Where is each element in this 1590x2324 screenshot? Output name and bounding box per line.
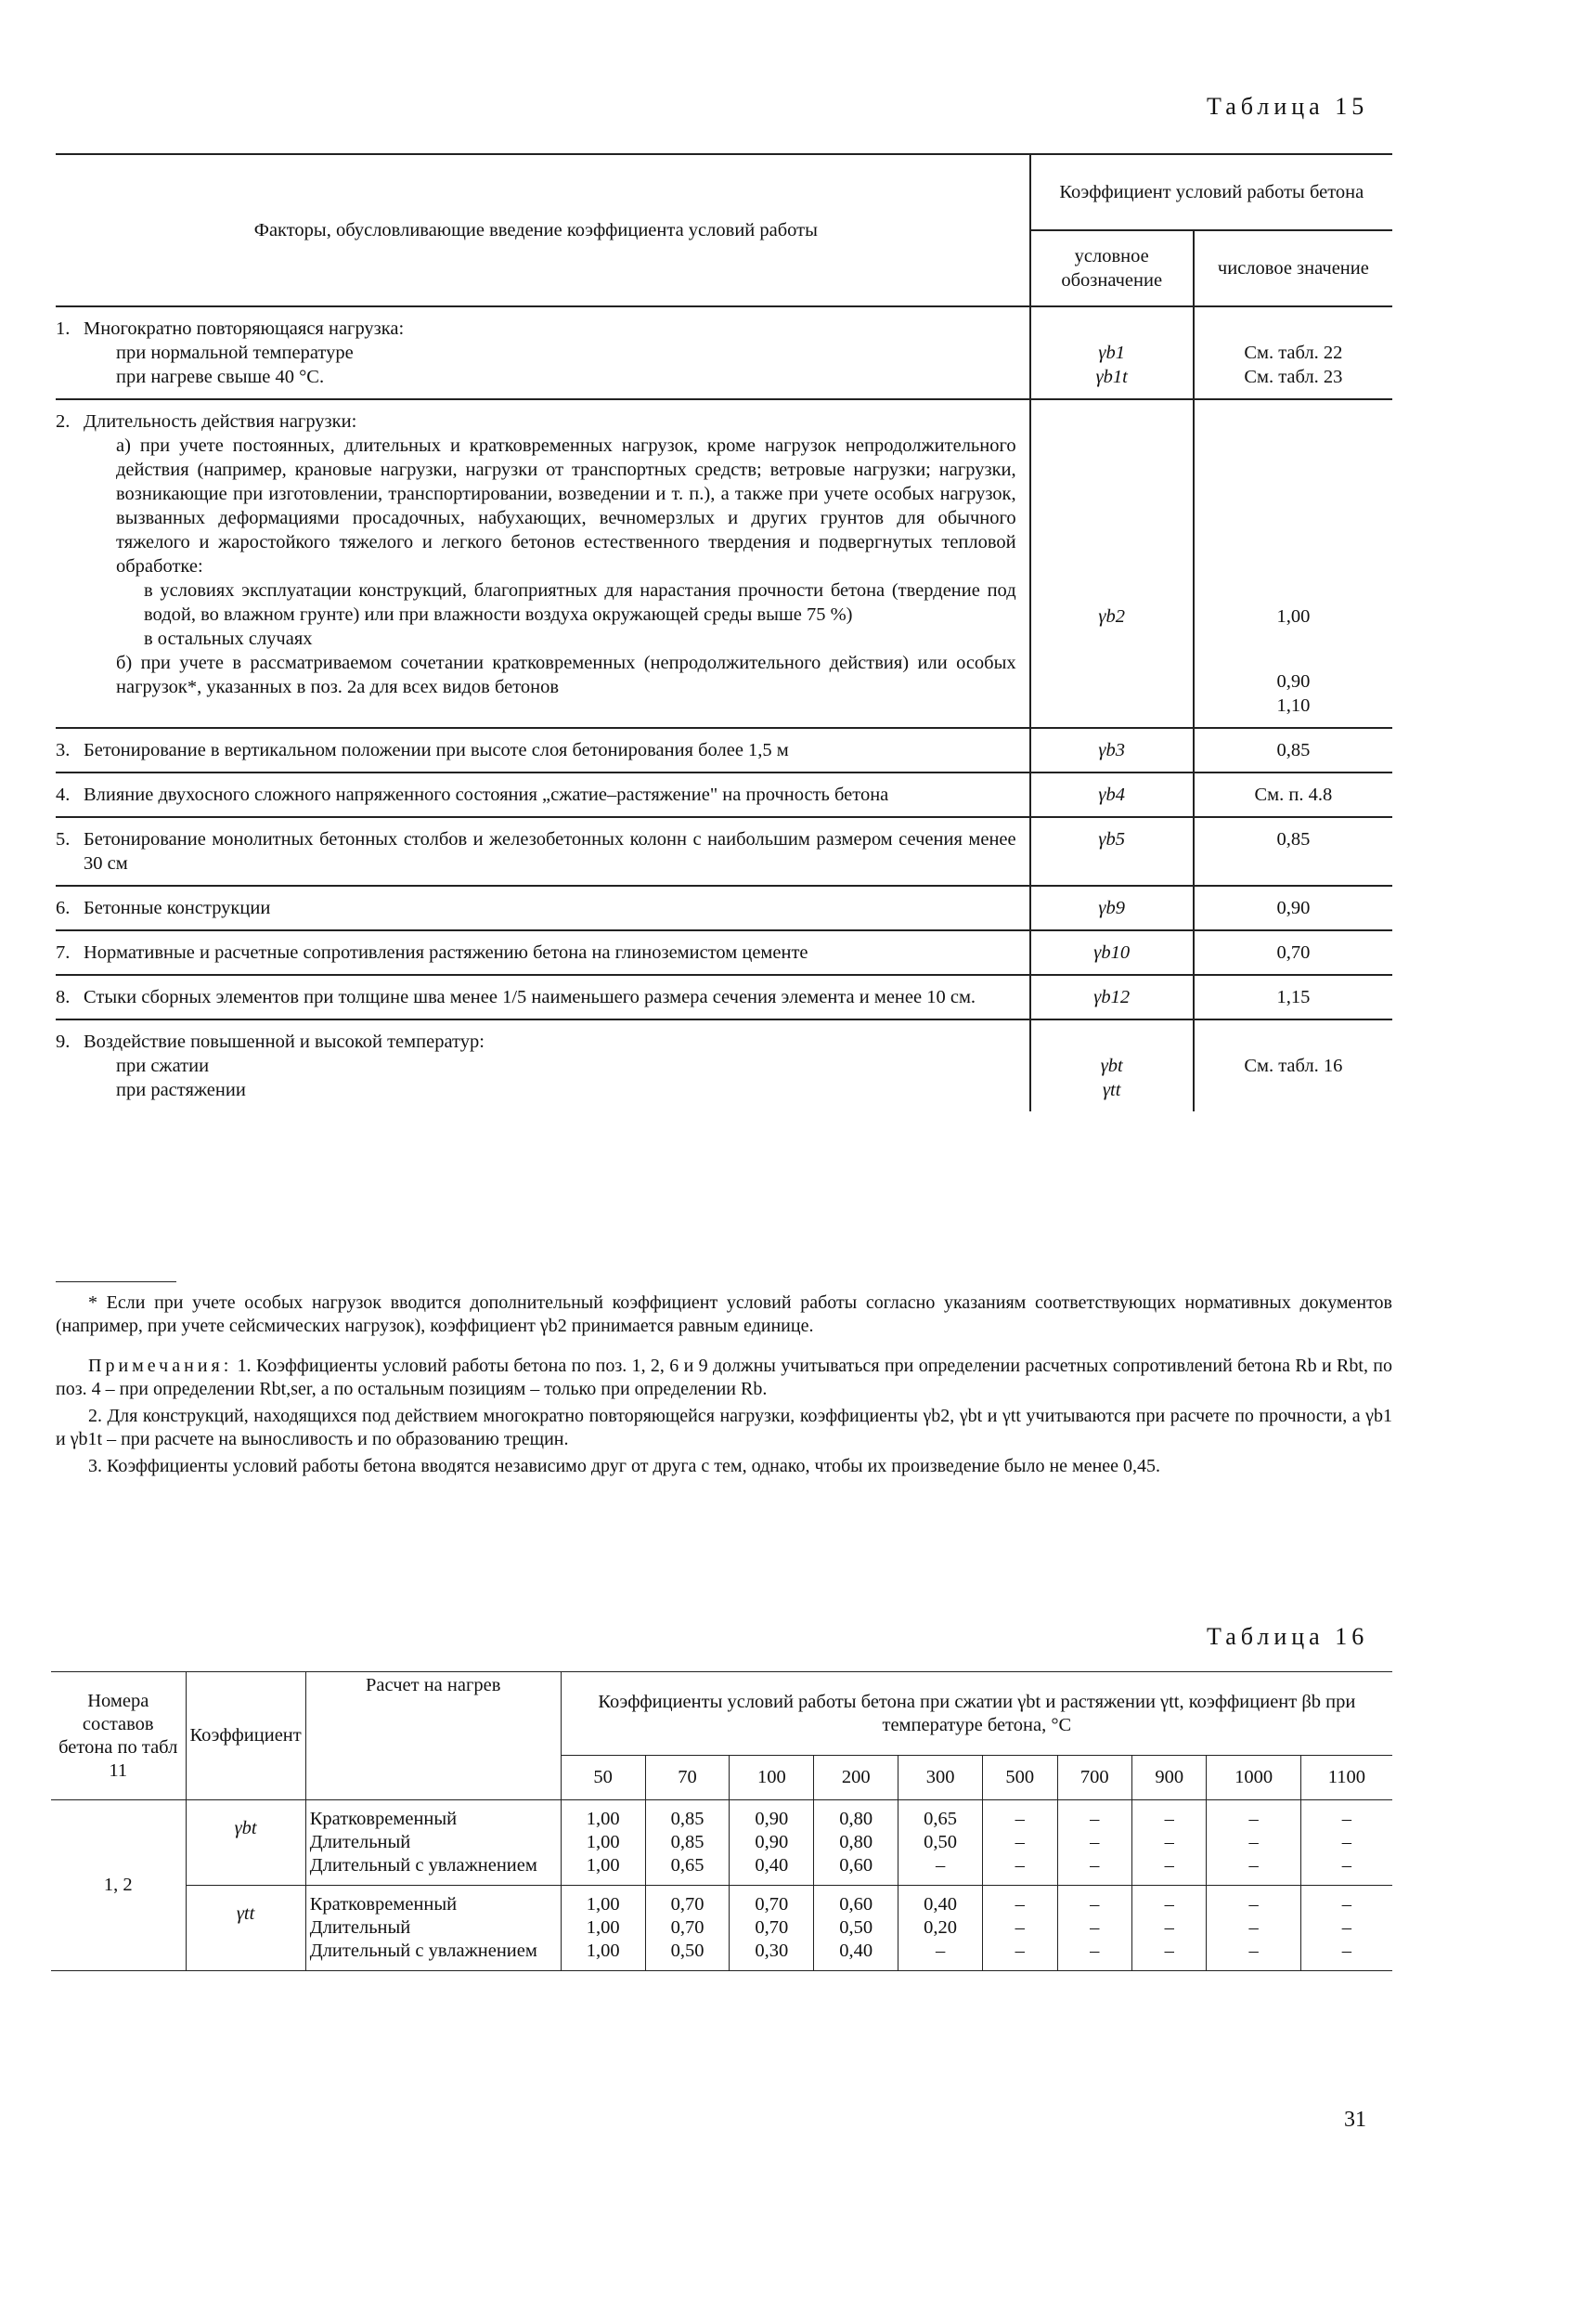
cell: – <box>1341 1809 1351 1829</box>
value: 0,85 <box>1194 728 1392 773</box>
cell: 0,90 <box>755 1809 789 1829</box>
row-number: 1. <box>56 318 71 339</box>
row-number: 7. <box>56 942 71 963</box>
row-number: 3. <box>56 740 71 760</box>
cell: – <box>1248 1832 1259 1852</box>
temp-header: 300 <box>898 1756 983 1800</box>
value: См. п. 4.8 <box>1194 773 1392 817</box>
value: 1,15 <box>1194 975 1392 1019</box>
row-text: а) при учете постоянных, длительных и кратковременных нагрузок, кроме нагрузок непродолжительного действия (например, крановые нагрузки, нагрузки от транспортных средств; ветровые нагрузки; нагрузки, возникающие при изготовлении, транспортировании, возведении и т. п.), а также при учете особых нагрузок, вызванных деформациями просадочных, набухающих, вечномерзлых и других грунтов для обычного тяжелого и жаростойкого тяжелого и легкого бетонов естественного твердения и подвергнутых тепловой обработке: <box>116 435 1016 577</box>
cell: 0,50 <box>924 1832 958 1852</box>
table-row <box>56 1019 1392 1111</box>
cell: 0,40 <box>755 1855 789 1876</box>
cell: – <box>1164 1917 1174 1938</box>
page-number: 31 <box>1344 2108 1366 2132</box>
table16-caption: Таблица 16 <box>1207 1623 1369 1650</box>
temp-header: 1000 <box>1207 1756 1300 1800</box>
cell: 0,85 <box>670 1809 705 1829</box>
table-row <box>56 975 1392 1019</box>
cell: – <box>1341 1894 1351 1915</box>
table-row <box>51 1886 1392 1971</box>
cell: – <box>1090 1894 1100 1915</box>
notes-title: Примечания: <box>88 1356 233 1376</box>
row-text: Влияние двухосного сложного напряженного состояния „сжатие–растяжение" на прочность бетона <box>84 785 889 805</box>
cell: – <box>1090 1941 1100 1961</box>
table-row <box>56 306 1392 399</box>
cell: 0,70 <box>755 1894 789 1915</box>
cell: – <box>1248 1855 1259 1876</box>
temp-header: 70 <box>645 1756 730 1800</box>
composition-value: 1, 2 <box>51 1800 186 1971</box>
cell: – <box>1015 1941 1025 1961</box>
value: 0,85 <box>1194 817 1392 886</box>
cell: – <box>1090 1917 1100 1938</box>
calc-label: Кратковременный <box>309 1809 458 1829</box>
symbol: γb12 <box>1030 975 1194 1019</box>
cell: – <box>1341 1941 1351 1961</box>
table15-caption: Таблица 15 <box>1207 93 1369 120</box>
cell: – <box>1015 1855 1025 1876</box>
cell: – <box>1090 1809 1100 1829</box>
value: 0,90 <box>1194 886 1392 930</box>
cell: 0,40 <box>924 1894 958 1915</box>
table-15 <box>56 153 1392 1111</box>
header-calc: Расчет на нагрев <box>305 1672 561 1800</box>
row-number: 9. <box>56 1032 71 1052</box>
temp-header: 200 <box>814 1756 898 1800</box>
row-text: б) при учете в рассматриваемом сочетании кратковременных (непродолжительного действия) или особых нагрузок*, указанных в поз. 2а для всех видов бетонов <box>116 653 1016 697</box>
cell: – <box>935 1941 946 1961</box>
row-text: в остальных случаях <box>144 629 313 649</box>
cell: – <box>1015 1894 1025 1915</box>
cell: 1,00 <box>586 1832 620 1852</box>
notes-section <box>56 1281 1392 1482</box>
row-text: Многократно повторяющаяся нагрузка: <box>84 318 405 339</box>
calc-label: Кратковременный <box>309 1894 458 1915</box>
cell: – <box>1015 1917 1025 1938</box>
cell: – <box>1341 1855 1351 1876</box>
cell: – <box>1015 1809 1025 1829</box>
header-coefficient: Коэффициент условий работы бетона <box>1030 154 1392 230</box>
row-text: Стыки сборных элементов при толщине шва менее 1/5 наименьшего размера сечения элемента и менее 10 см. <box>84 987 976 1007</box>
cell: 0,70 <box>755 1917 789 1938</box>
temp-header: 100 <box>730 1756 814 1800</box>
header-composition: Номера составов бетона по табл 11 <box>51 1672 186 1800</box>
coefficient-symbol: γtt <box>186 1886 305 1971</box>
value: 0,70 <box>1194 930 1392 975</box>
cell: 1,00 <box>586 1917 620 1938</box>
row-number: 5. <box>56 829 71 850</box>
cell: 0,65 <box>670 1855 705 1876</box>
cell: 1,00 <box>586 1809 620 1829</box>
symbol: γb5 <box>1030 817 1194 886</box>
note-3: 3. Коэффициенты условий работы бетона вводятся независимо друг от друга с тем, однако, чтобы их произведение было не менее 0,45. <box>88 1456 1161 1476</box>
cell: 0,60 <box>839 1855 873 1876</box>
calc-label: Длительный с увлажнением <box>309 1941 537 1961</box>
table-row <box>56 930 1392 975</box>
coefficient-symbol: γbt <box>186 1800 305 1886</box>
note-2: 2. Для конструкций, находящихся под действием многократно повторяющейся нагрузки, коэффициенты γb2, γbt и γtt учитываются при расчете по прочности, а γb1 и γb1t – при расчете на выносливость и по образованию трещин. <box>56 1406 1392 1449</box>
value: См. табл. 22 <box>1244 343 1343 363</box>
row-text: Бетонирование в вертикальном положении при высоте слоя бетонирования более 1,5 м <box>84 740 789 760</box>
value: 1,00 <box>1276 606 1311 627</box>
value: См. табл. 23 <box>1244 367 1343 387</box>
value: См. табл. 16 <box>1194 1019 1392 1111</box>
note-1: 1. Коэффициенты условий работы бетона по поз. 1, 2, 6 и 9 должны учитываться при определении расчетных сопротивлений бетона Rb и Rbt, по поз. 4 – при определении Rbt,ser, а по остальным позициям – только при определении Rb. <box>56 1356 1392 1399</box>
symbol: γb1t <box>1095 367 1128 387</box>
temp-header: 500 <box>983 1756 1057 1800</box>
header-coefficient: Коэффициент <box>186 1672 305 1800</box>
cell: 1,00 <box>586 1941 620 1961</box>
value: 0,90 <box>1276 671 1311 692</box>
symbol: γb3 <box>1030 728 1194 773</box>
table-row <box>56 773 1392 817</box>
table-16 <box>51 1671 1392 1971</box>
table-row <box>56 817 1392 886</box>
table-row <box>56 399 1392 728</box>
cell: 0,30 <box>755 1941 789 1961</box>
header-value: числовое значение <box>1194 230 1392 306</box>
cell: 0,80 <box>839 1832 873 1852</box>
cell: 0,20 <box>924 1917 958 1938</box>
symbol: γbt <box>1100 1056 1123 1076</box>
cell: – <box>1164 1855 1174 1876</box>
calc-label: Длительный <box>309 1917 411 1938</box>
row-number: 8. <box>56 987 71 1007</box>
row-text: Воздействие повышенной и высокой температур: <box>84 1032 485 1052</box>
symbol: γb10 <box>1030 930 1194 975</box>
cell: 0,90 <box>755 1832 789 1852</box>
table-row <box>56 886 1392 930</box>
row-text: при сжатии <box>116 1056 210 1076</box>
symbol: γb2 <box>1098 606 1125 627</box>
calc-label: Длительный с увлажнением <box>309 1855 537 1876</box>
value: 1,10 <box>1276 695 1311 716</box>
header-factors: Факторы, обусловливающие введение коэффициента условий работы <box>56 154 1030 306</box>
row-number: 6. <box>56 898 71 918</box>
footnote-separator <box>56 1281 176 1282</box>
row-text: Бетонные конструкции <box>84 898 271 918</box>
temp-header: 50 <box>561 1756 645 1800</box>
table-row <box>56 728 1392 773</box>
cell: 0,50 <box>670 1941 705 1961</box>
cell: 1,00 <box>586 1855 620 1876</box>
cell: – <box>1248 1809 1259 1829</box>
cell: – <box>1164 1832 1174 1852</box>
header-symbol: условное обозначение <box>1030 230 1194 306</box>
cell: – <box>1248 1894 1259 1915</box>
temp-header: 1100 <box>1300 1756 1392 1800</box>
row-text: Длительность действия нагрузки: <box>84 411 357 432</box>
cell: – <box>1164 1809 1174 1829</box>
header-main: Коэффициенты условий работы бетона при сжатии γbt и растяжении γtt, коэффициент βb при температуре бетона, °С <box>561 1672 1392 1756</box>
cell: – <box>1090 1832 1100 1852</box>
temp-header: 700 <box>1057 1756 1131 1800</box>
cell: – <box>1341 1917 1351 1938</box>
row-text: при растяжении <box>116 1080 246 1100</box>
row-number: 2. <box>56 411 71 432</box>
row-text: Нормативные и расчетные сопротивления растяжению бетона на глиноземистом цементе <box>84 942 808 963</box>
row-text: Бетонирование монолитных бетонных столбов и железобетонных колонн с наибольшим размером сечения менее 30 см <box>84 829 1016 874</box>
cell: 1,00 <box>586 1894 620 1915</box>
row-text: в условиях эксплуатации конструкций, благоприятных для нарастания прочности бетона (твердение под водой, во влажном грунте) или при влажности воздуха окружающей среды выше 75 %) <box>144 580 1016 625</box>
symbol: γtt <box>1102 1080 1121 1100</box>
cell: 0,85 <box>670 1832 705 1852</box>
cell: – <box>1164 1894 1174 1915</box>
cell: 0,50 <box>839 1917 873 1938</box>
cell: 0,70 <box>670 1894 705 1915</box>
cell: – <box>935 1855 946 1876</box>
symbol: γb1 <box>1098 343 1125 363</box>
cell: – <box>1248 1917 1259 1938</box>
cell: – <box>1248 1941 1259 1961</box>
calc-label: Длительный <box>309 1832 411 1852</box>
row-number: 4. <box>56 785 71 805</box>
footnote: * Если при учете особых нагрузок вводится дополнительный коэффициент условий работы согласно указаниям соответствующих нормативных документов (например, при учете сейсмических нагрузок), коэффициент γb2 принимается равным единице. <box>56 1292 1392 1336</box>
cell: – <box>1015 1832 1025 1852</box>
symbol: γb4 <box>1030 773 1194 817</box>
cell: 0,60 <box>839 1894 873 1915</box>
cell: – <box>1164 1941 1174 1961</box>
symbol: γb9 <box>1030 886 1194 930</box>
row-text: при нормальной температуре <box>116 343 354 363</box>
cell: 0,70 <box>670 1917 705 1938</box>
table-row <box>51 1800 1392 1886</box>
cell: 0,40 <box>839 1941 873 1961</box>
row-text: при нагреве свыше 40 °С. <box>116 367 325 387</box>
cell: 0,80 <box>839 1809 873 1829</box>
temp-header: 900 <box>1131 1756 1206 1800</box>
cell: 0,65 <box>924 1809 958 1829</box>
cell: – <box>1090 1855 1100 1876</box>
cell: – <box>1341 1832 1351 1852</box>
